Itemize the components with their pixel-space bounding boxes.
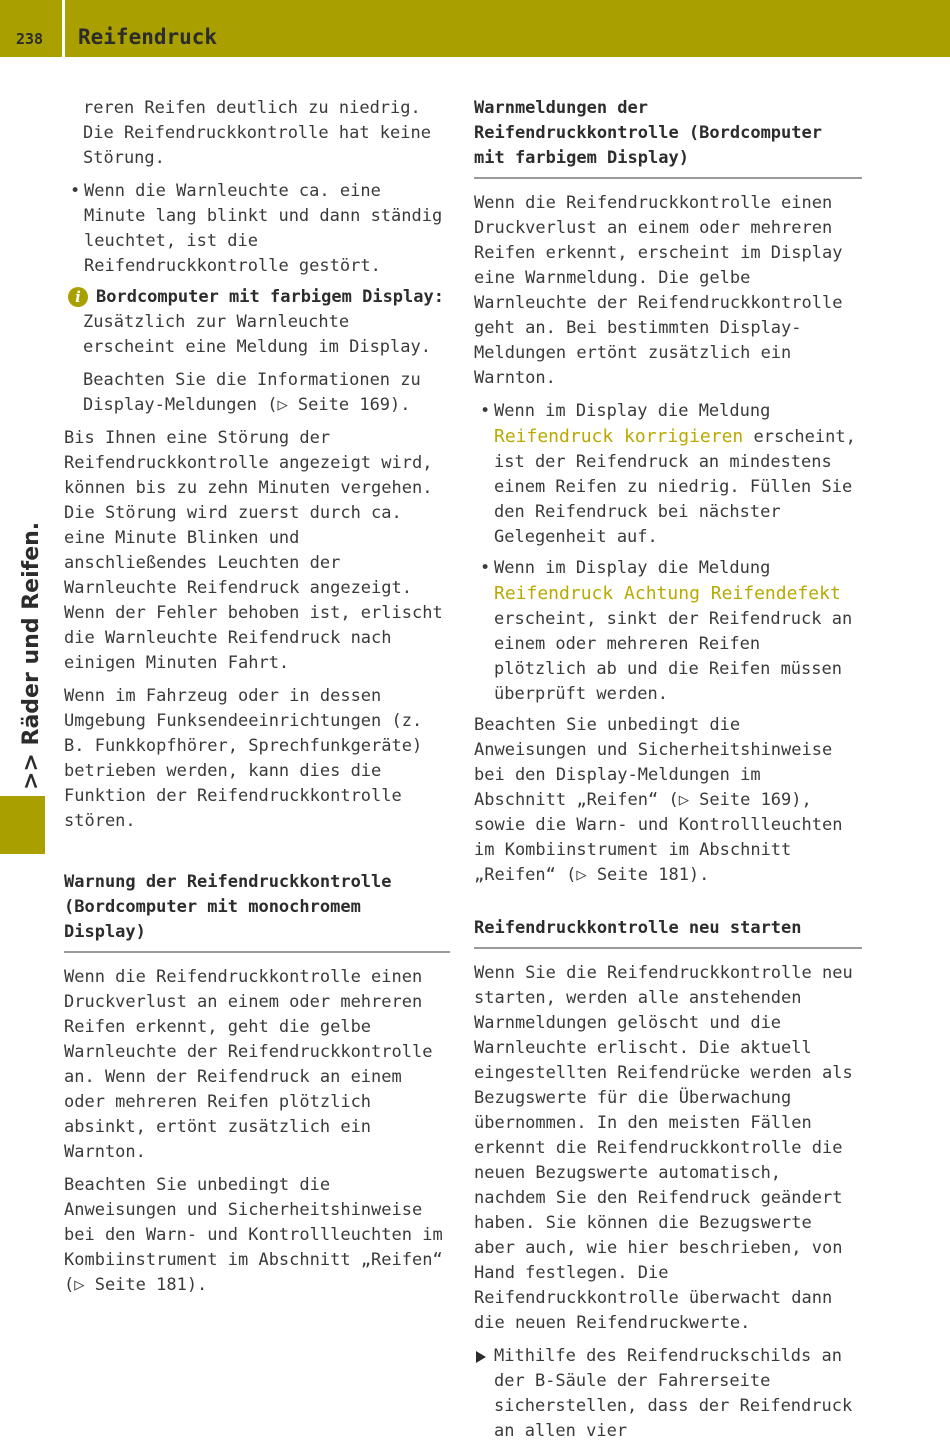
paragraph: Bis Ihnen eine Störung der Reifendruckkontrolle angezeigt wird, können bis zu zehn Minuten vergehen. Die Störung wird zuerst durch ca. eine Minute Blinken und anschließendes Leuchten der Warnleuchte Reifendruck angezeigt. Wenn der Fehler behoben ist, erlischt die Warnleuchte Reifendruck nach einigen Minuten Fahrt. xyxy=(64,428,443,673)
info-paragraph: Beachten Sie die Informationen zu Display-Meldungen (▷ Seite 169). xyxy=(83,370,421,415)
paragraph: Wenn die Reifendruckkontrolle einen Druckverlust an einem oder mehreren Reifen erkennt, erscheint im Display eine Warnmeldung. Die gelbe Warnleuchte der Reifendruckkontrolle geht an. Bei bestimmten Display-Meldungen ertönt zusätzlich ein Warnton. xyxy=(474,193,843,388)
paragraph: Wenn Sie die Reifendruckkontrolle neu starten, werden alle anstehenden Warnmeldungen gelöscht und die Warnleuchte erlischt. Die aktuell eingestellten Reifendrücke werden als Bezugswerte für die Überwachung übernommen. In den meisten Fällen erkennt die Reifendruckkontrolle die neuen Bezugswerte automatisch, nachdem Sie den Reifendruck geändert haben. Sie können die Bezugswerte aber auch, wie hier beschrieben, von Hand festlegen. Die Reifendruckkontrolle überwacht dann die neuen Reifendruckwerte. xyxy=(474,963,853,1333)
paragraph: Beachten Sie unbedingt die Anweisungen und Sicherheitshinweise bei den Display-Meldungen im Abschnitt „Reifen“ (▷ Seite 169), sowie die Warn- und Kontrollleuchten im Kombiinstrument im Abschnitt „Reifen“ (▷ Seite 181). xyxy=(474,715,843,885)
info-icon: i xyxy=(68,287,88,307)
page-header xyxy=(0,0,950,57)
paragraph: Beachten Sie unbedingt die Anweisungen und Sicherheitshinweise bei den Warn- und Kontrollleuchten im Kombiinstrument im Abschnitt „Reifen“ (▷ Seite 181). xyxy=(64,1175,443,1295)
bullet-text: erscheint, ist der Reifendruck an mindestens einem Reifen zu niedrig. Füllen Sie den Reifendruck bei nächster Gelegenheit auf. xyxy=(494,427,856,547)
section-heading: Warnmeldungen der Reifendruckkontrolle (Bordcomputer mit farbigem Display) xyxy=(474,96,862,179)
page-number: 238 xyxy=(16,30,44,48)
bullet-text: erscheint, sinkt der Reifendruck an einem oder mehreren Reifen plötzlich ab und die Reifen müssen überprüft werden. xyxy=(494,609,853,704)
bullet-item: • Wenn die Warnleuchte ca. eine Minute lang blinkt und dann ständig leuchtet, ist die Reifendruckkontrolle gestört. xyxy=(64,179,450,279)
info-heading xyxy=(64,285,450,310)
header-divider xyxy=(62,0,65,57)
chapter-title: Reifendruck xyxy=(78,25,218,49)
bullet-item xyxy=(474,399,862,550)
side-section-label: >> Räder und Reifen. xyxy=(19,521,44,790)
paragraph: Wenn im Fahrzeug oder in dessen Umgebung Funksendeeinrichtungen (z. B. Funkkopfhörer, Sprechfunkgeräte) betrieben werden, kann dies die Funktion der Reifendruckkontrolle stören. xyxy=(64,686,423,831)
section-heading: Warnung der Reifendruckkontrolle (Bordcomputer mit monochromem Display) xyxy=(64,870,450,953)
left-column xyxy=(64,96,450,1306)
display-message: Reifendruck korrigieren xyxy=(494,426,744,447)
right-column xyxy=(474,96,862,1450)
bullet-text: Wenn im Display die Meldung xyxy=(494,401,771,421)
display-message: Reifendruck Achtung Reifendefekt xyxy=(494,583,841,604)
section-heading: Reifendruckkontrolle neu starten xyxy=(474,916,862,949)
paragraph: Wenn die Reifendruckkontrolle einen Druckverlust an einem oder mehreren Reifen erkennt, geht die gelbe Warnleuchte der Reifendruckkontrolle an. Wenn der Reifendruck an einem oder mehreren Reifen plötzlich absinkt, ertönt zusätzlich ein Warnton. xyxy=(64,967,433,1162)
side-tab-marker xyxy=(0,796,45,854)
action-step: Mithilfe des Reifendruckschilds an der B-Säule der Fahrerseite sicherstellen, dass der Reifendruck an allen vier xyxy=(474,1344,862,1444)
info-paragraph: Zusätzlich zur Warnleuchte erscheint eine Meldung im Display. xyxy=(83,312,431,357)
bullet-text: Wenn im Display die Meldung xyxy=(494,558,771,578)
info-heading-text: Bordcomputer mit farbigem Display: xyxy=(96,287,444,307)
paragraph: reren Reifen deutlich zu niedrig. Die Reifendruckkontrolle hat keine Störung. xyxy=(83,98,431,168)
bullet-item xyxy=(474,556,862,707)
